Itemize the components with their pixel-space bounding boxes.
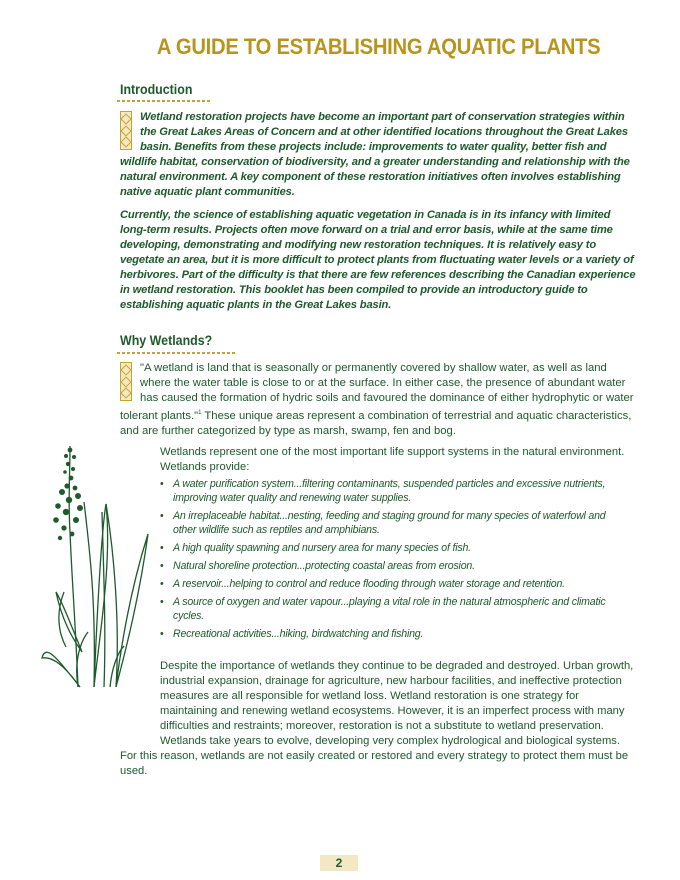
list-item: • A source of oxygen and water vapour...playing a vital role in the natural atmospheric and climatic cycles.	[160, 595, 630, 623]
aquatic-plant-illustration	[40, 442, 150, 692]
list-item: • An irreplaceable habitat...nesting, feeding and staging ground for many species of waterfowl and other wildlife such as reptiles and amphibians.	[160, 509, 630, 537]
list-item: • A water purification system...filtering contaminants, suspended particles and excessive nutrients, improving water quality and renewing water supplies.	[160, 477, 630, 505]
introduction-paragraph-2: Currently, the science of establishing aquatic vegetation in Canada is in its infancy with limited long-term results. Projects often move forward on a trial and error basis, while at the same time developing, demonstrating and modifying new restoration techniques. It is relatively easy to vegetate an area, but it is more difficult to protect plants from fluctuating water levels or a variety of herbivores. Part of the difficulty is that there are few references describing the Canadian experience in wetland restoration. This booklet has been compiled to provide an introductory guide to establishing aquatic plants in the Great Lakes basin.	[120, 209, 636, 311]
list-item: • A high quality spawning and nursery area for many species of fish.	[160, 541, 630, 555]
introduction-heading: Introduction	[120, 82, 193, 97]
list-item: • A reservoir...helping to control and reduce flooding through water storage and retention.	[160, 577, 630, 591]
introduction-paragraph-1: Wetland restoration projects have become an important part of conservation strategies within the Great Lakes Areas of Concern and at other identified locations throughout the Great Lakes basin. Benefits from these projects include: improvements to water quality, better fish and wildlife habitat, conservation of biodiversity, and a greater understanding and relationship with the natural environment. A key component of these restoration initiatives often involves establishing native aquatic plant communities.	[120, 111, 630, 198]
heading-divider	[117, 352, 237, 354]
why-wetlands-paragraph-2: Wetlands represent one of the most important life support systems in the natural environment. Wetlands provide:	[160, 446, 625, 473]
heading-divider	[117, 100, 212, 102]
wetland-benefits-list	[160, 477, 630, 645]
list-item: • Natural shoreline protection...protecting coastal areas from erosion.	[160, 559, 630, 573]
why-wetlands-paragraph-3: Despite the importance of wetlands they continue to be degraded and destroyed. Urban growth, industrial expansion, drainage for agriculture, new harbour facilities, and ineffective protection measures are all responsible for wetland loss. Wetland restoration is one strategy for maintaining and renewing wetland ecosystems. However, it is an imperfect process with many difficulties and restraints; moreover, restoration is not a substitute to wetland preservation. Wetlands take years to evolve, developing very complex hydrological and biological systems. For this reason, wetlands are not easily created or restored and every strategy to protect them must be used.	[120, 660, 634, 777]
list-item: • Recreational activities...hiking, birdwatching and fishing.	[160, 627, 630, 641]
page-number: 2	[320, 855, 358, 871]
why-wetlands-paragraph-1: "A wetland is land that is seasonally or permanently covered by shallow water, as well as land where the water table is close to or at the surface. In either case, the presence of abundant water has caused the formation of hydric soils and favoured the dominance of either hydrophytic or water tolerant plants."$^1$ These unique areas represent a combination of terrestrial and aquatic characteristics, and are further categorized by type as marsh, swamp, fen and bog.	[120, 362, 634, 437]
page-title: A GUIDE TO ESTABLISHING AQUATIC PLANTS	[156, 34, 601, 59]
why-wetlands-heading: Why Wetlands?	[120, 333, 213, 348]
